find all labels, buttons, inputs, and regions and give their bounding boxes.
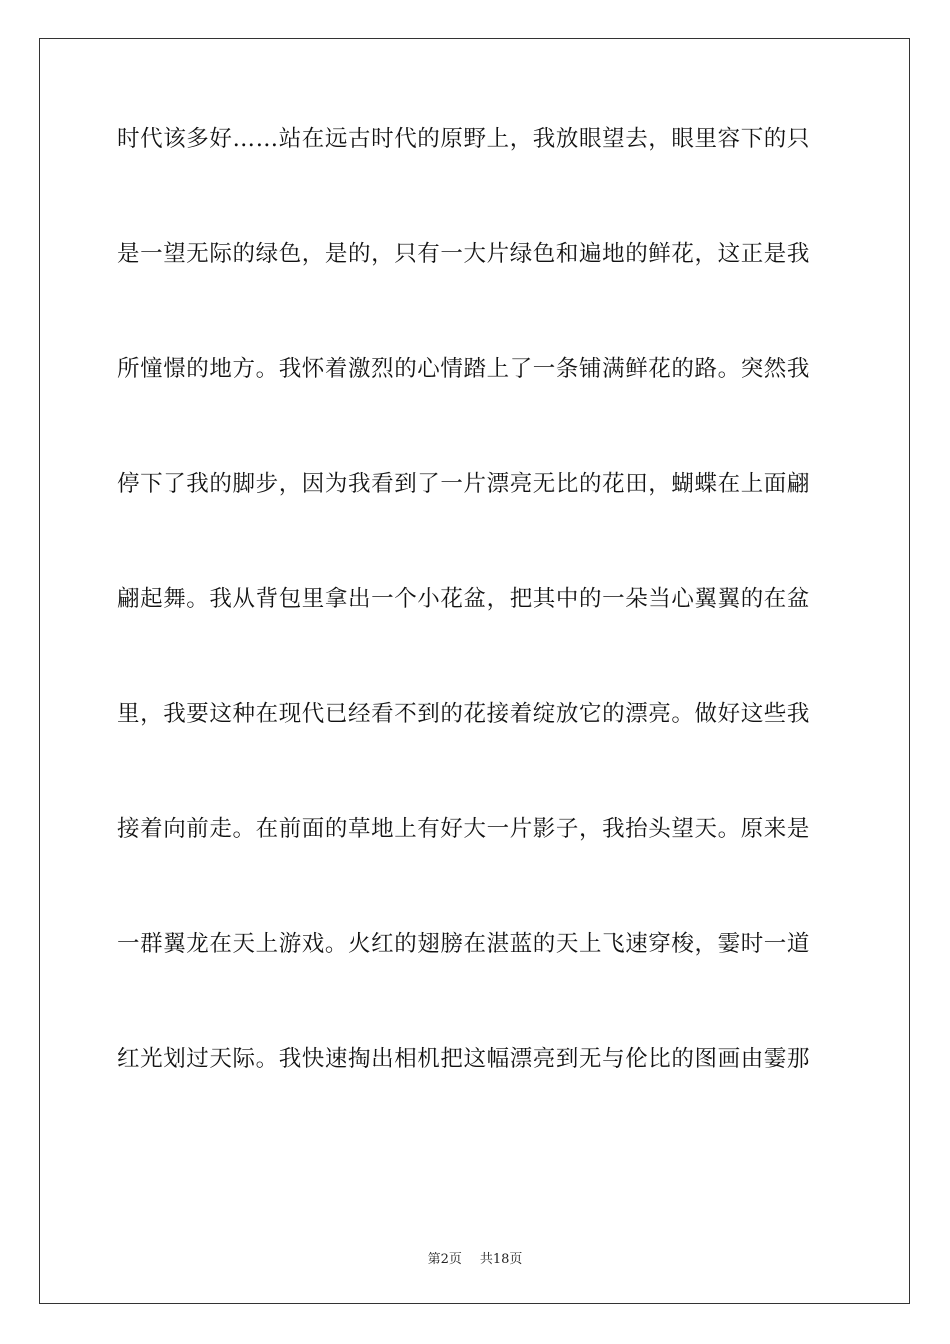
- text-line: 接着向前走。在前面的草地上有好大一片影子，我抬头望天。原来是: [117, 816, 811, 842]
- text-line: 红光划过天际。我快速掏出相机把这幅漂亮到无与伦比的图画由霎那: [117, 1046, 811, 1072]
- text-line: 停下了我的脚步，因为我看到了一片漂亮无比的花田，蝴蝶在上面翩: [117, 471, 811, 497]
- text-line: 一群翼龙在天上游戏。火红的翅膀在湛蓝的天上飞速穿梭，霎时一道: [117, 931, 811, 957]
- page-number: 第2页: [427, 1252, 462, 1267]
- text-line: 时代该多好……站在远古时代的原野上，我放眼望去，眼里容下的只: [117, 126, 811, 152]
- text-line: 是一望无际的绿色，是的，只有一大片绿色和遍地的鲜花，这正是我: [117, 241, 811, 267]
- text-line: 里，我要这种在现代已经看不到的花接着绽放它的漂亮。做好这些我: [117, 701, 811, 727]
- text-line: 翩起舞。我从背包里拿出一个小花盆，把其中的一朵当心翼翼的在盆: [117, 586, 811, 612]
- document-body: [117, 128, 833, 1163]
- page-total: 共18页: [479, 1252, 523, 1267]
- text-line: 所憧憬的地方。我怀着激烈的心情踏上了一条铺满鲜花的路。突然我: [117, 356, 811, 382]
- page-footer: [0, 1248, 950, 1267]
